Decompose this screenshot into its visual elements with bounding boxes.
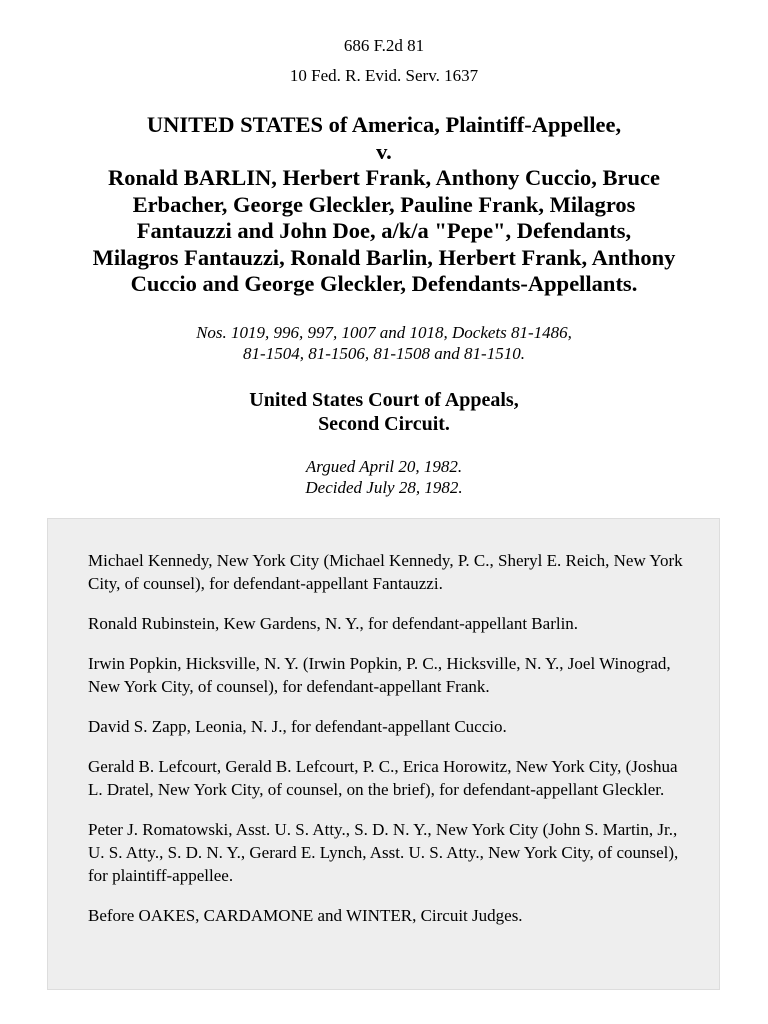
argued-date: Argued April 20, 1982. [305, 457, 463, 476]
counsel-entry: Michael Kennedy, New York City (Michael Kennedy, P. C., Sheryl E. Reich, New York City, of counsel), for defendant-appellant Fantauzzi. [88, 551, 683, 593]
reporter-citation: 686 F.2d 81 [343, 36, 425, 55]
judges-line: Before OAKES, CARDAMONE and WINTER, Circuit Judges. [88, 906, 523, 925]
evidence-service-citation: 10 Fed. R. Evid. Serv. 1637 [289, 66, 479, 85]
court-line: Second Circuit. [318, 413, 450, 435]
court-name [0, 388, 768, 436]
counsel-entry: Irwin Popkin, Hicksville, N. Y. (Irwin Popkin, P. C., Hicksville, N. Y., Joel Winograd, New York City, of counsel), for defendant-appellant Frank. [88, 654, 671, 696]
caption-line: Erbacher, George Gleckler, Pauline Frank, Milagros [132, 191, 636, 217]
counsel-entry: David S. Zapp, Leonia, N. J., for defendant-appellant Cuccio. [88, 717, 507, 736]
decided-date: Decided July 28, 1982. [305, 478, 463, 497]
caption-line: Cuccio and George Gleckler, Defendants-Appellants. [130, 271, 638, 296]
docket-line: Nos. 1019, 996, 997, 1007 and 1018, Dockets 81-1486, [196, 323, 572, 342]
caption-line: Ronald BARLIN, Herbert Frank, Anthony Cuccio, Bruce [108, 165, 660, 190]
caption-line: Milagros Fantauzzi, Ronald Barlin, Herbert Frank, Anthony [92, 244, 676, 270]
caption-line: v. [376, 138, 392, 164]
docket-line: 81-1504, 81-1506, 81-1508 and 81-1510. [243, 344, 525, 363]
counsel-entry: Peter J. Romatowski, Asst. U. S. Atty., S. D. N. Y., New York City (John S. Martin, Jr., U. S. Atty., S. D. N. Y., Gerard E. Lynch, Asst. U. S. Atty., New York City, of counsel), for plaintiff-appellee. [88, 820, 679, 885]
court-line: United States Court of Appeals, [249, 389, 519, 411]
docket-numbers [0, 322, 768, 364]
caption-line: UNITED STATES of America, Plaintiff-Appellee, [146, 112, 622, 137]
counsel-entry: Gerald B. Lefcourt, Gerald B. Lefcourt, P. C., Erica Horowitz, New York City, (Joshua L. Dratel, New York City, of counsel, on the brief), for defendant-appellant Gleckler. [88, 757, 678, 799]
case-dates [0, 456, 768, 498]
counsel-list [88, 549, 688, 944]
case-caption [40, 112, 728, 298]
counsel-entry: Ronald Rubinstein, Kew Gardens, N. Y., for defendant-appellant Barlin. [88, 614, 579, 633]
counsel-panel [47, 518, 720, 990]
caption-line: Fantauzzi and John Doe, a/k/a "Pepe", Defendants, [136, 218, 632, 243]
